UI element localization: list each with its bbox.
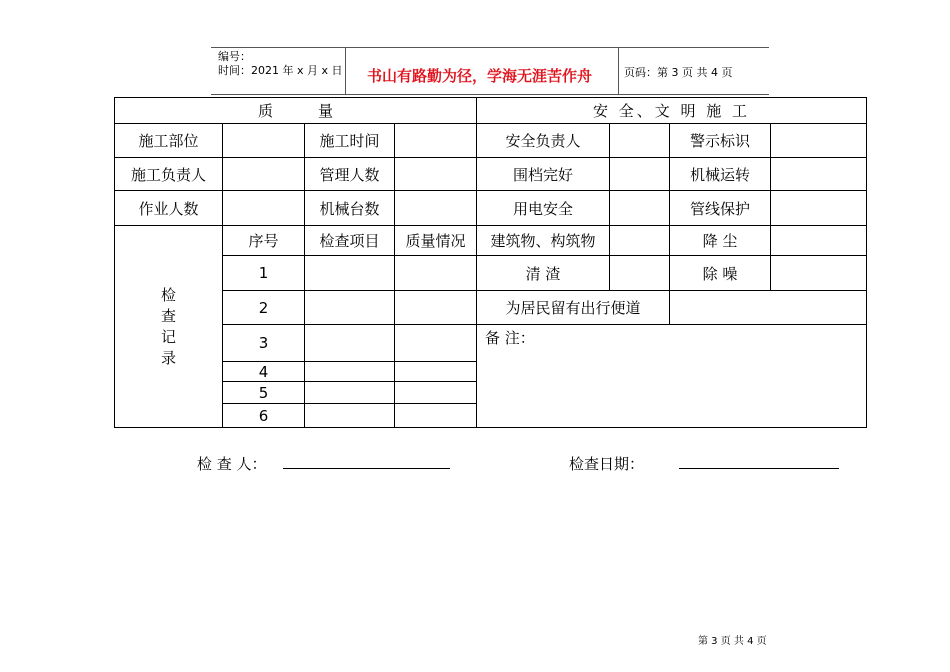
header-top-rule [211,47,769,48]
quality-4[interactable] [395,362,477,382]
field-pipeline-protection[interactable] [771,191,867,226]
header-divider-right [618,48,619,94]
header-bottom-rule [211,94,769,95]
label-construction-area: 施工部位 [115,124,223,158]
item-header: 检查项目 [305,226,395,256]
label-dust-reduction: 降 尘 [670,226,771,256]
field-construction-time[interactable] [395,124,477,158]
label-workers-count: 作业人数 [115,191,223,226]
field-electrical-safety[interactable] [610,191,670,226]
quality-2[interactable] [395,291,477,325]
label-buildings: 建筑物、构筑物 [477,226,610,256]
label-machines-count: 机械台数 [305,191,395,226]
item-6[interactable] [305,404,395,428]
field-machine-running[interactable] [771,158,867,191]
inspector-label: 检 查 人： [197,455,267,473]
label-safety-person: 安全负责人 [477,124,610,158]
quality-3[interactable] [395,325,477,362]
field-safety-person[interactable] [610,124,670,158]
field-cleanup[interactable] [610,256,670,291]
label-noise-removal: 除 噪 [670,256,771,291]
footer-page-number: 第 3 页 共 4 页 [698,636,767,647]
field-resident-path[interactable] [670,291,867,325]
field-machines-count[interactable] [395,191,477,226]
label-construction-lead: 施工负责人 [115,158,223,191]
seq-2: 2 [223,291,305,325]
seq-1: 1 [223,256,305,291]
inspection-form [114,97,867,428]
label-electrical-safety: 用电安全 [477,191,610,226]
inspection-date-label: 检查日期： [569,455,645,473]
inspection-date-line[interactable] [679,468,839,469]
quality-5[interactable] [395,382,477,404]
field-managers-count[interactable] [395,158,477,191]
item-5[interactable] [305,382,395,404]
item-1[interactable] [305,256,395,291]
field-noise-removal[interactable] [771,256,867,291]
seq-header: 序号 [223,226,305,256]
notes-label: 备 注： [485,329,535,347]
field-construction-area[interactable] [223,124,305,158]
item-3[interactable] [305,325,395,362]
page-label: 页码：第 3 页 共 4 页 [624,66,733,79]
quality-1[interactable] [395,256,477,291]
item-4[interactable] [305,362,395,382]
inspection-record-text: 检查记录 [160,285,176,367]
inspection-record-label [115,226,223,428]
seq-4: 4 [223,362,305,382]
quality-header: 质 量 [115,98,477,124]
time-label: 时间：2021 年 x 月 x 日 [218,64,343,77]
label-warning-signs: 警示标识 [670,124,771,158]
label-construction-time: 施工时间 [305,124,395,158]
label-fence-intact: 围档完好 [477,158,610,191]
inspector-signature-line[interactable] [283,468,450,469]
field-buildings[interactable] [610,226,670,256]
number-label: 编号： [218,50,251,63]
notes-area[interactable] [477,325,867,428]
quality-6[interactable] [395,404,477,428]
seq-3: 3 [223,325,305,362]
quality-status-header: 质量情况 [395,226,477,256]
seq-6: 6 [223,404,305,428]
field-warning-signs[interactable] [771,124,867,158]
label-managers-count: 管理人数 [305,158,395,191]
motto-text: 书山有路勤为径，学海无涯苦作舟 [367,67,593,85]
field-dust-reduction[interactable] [771,226,867,256]
field-fence-intact[interactable] [610,158,670,191]
label-machine-running: 机械运转 [670,158,771,191]
label-cleanup: 清 渣 [477,256,610,291]
field-workers-count[interactable] [223,191,305,226]
header-divider-left [345,48,346,94]
label-resident-path: 为居民留有出行便道 [477,291,670,325]
field-construction-lead[interactable] [223,158,305,191]
item-2[interactable] [305,291,395,325]
safety-header: 安 全、文 明 施 工 [477,98,867,124]
label-pipeline-protection: 管线保护 [670,191,771,226]
seq-5: 5 [223,382,305,404]
